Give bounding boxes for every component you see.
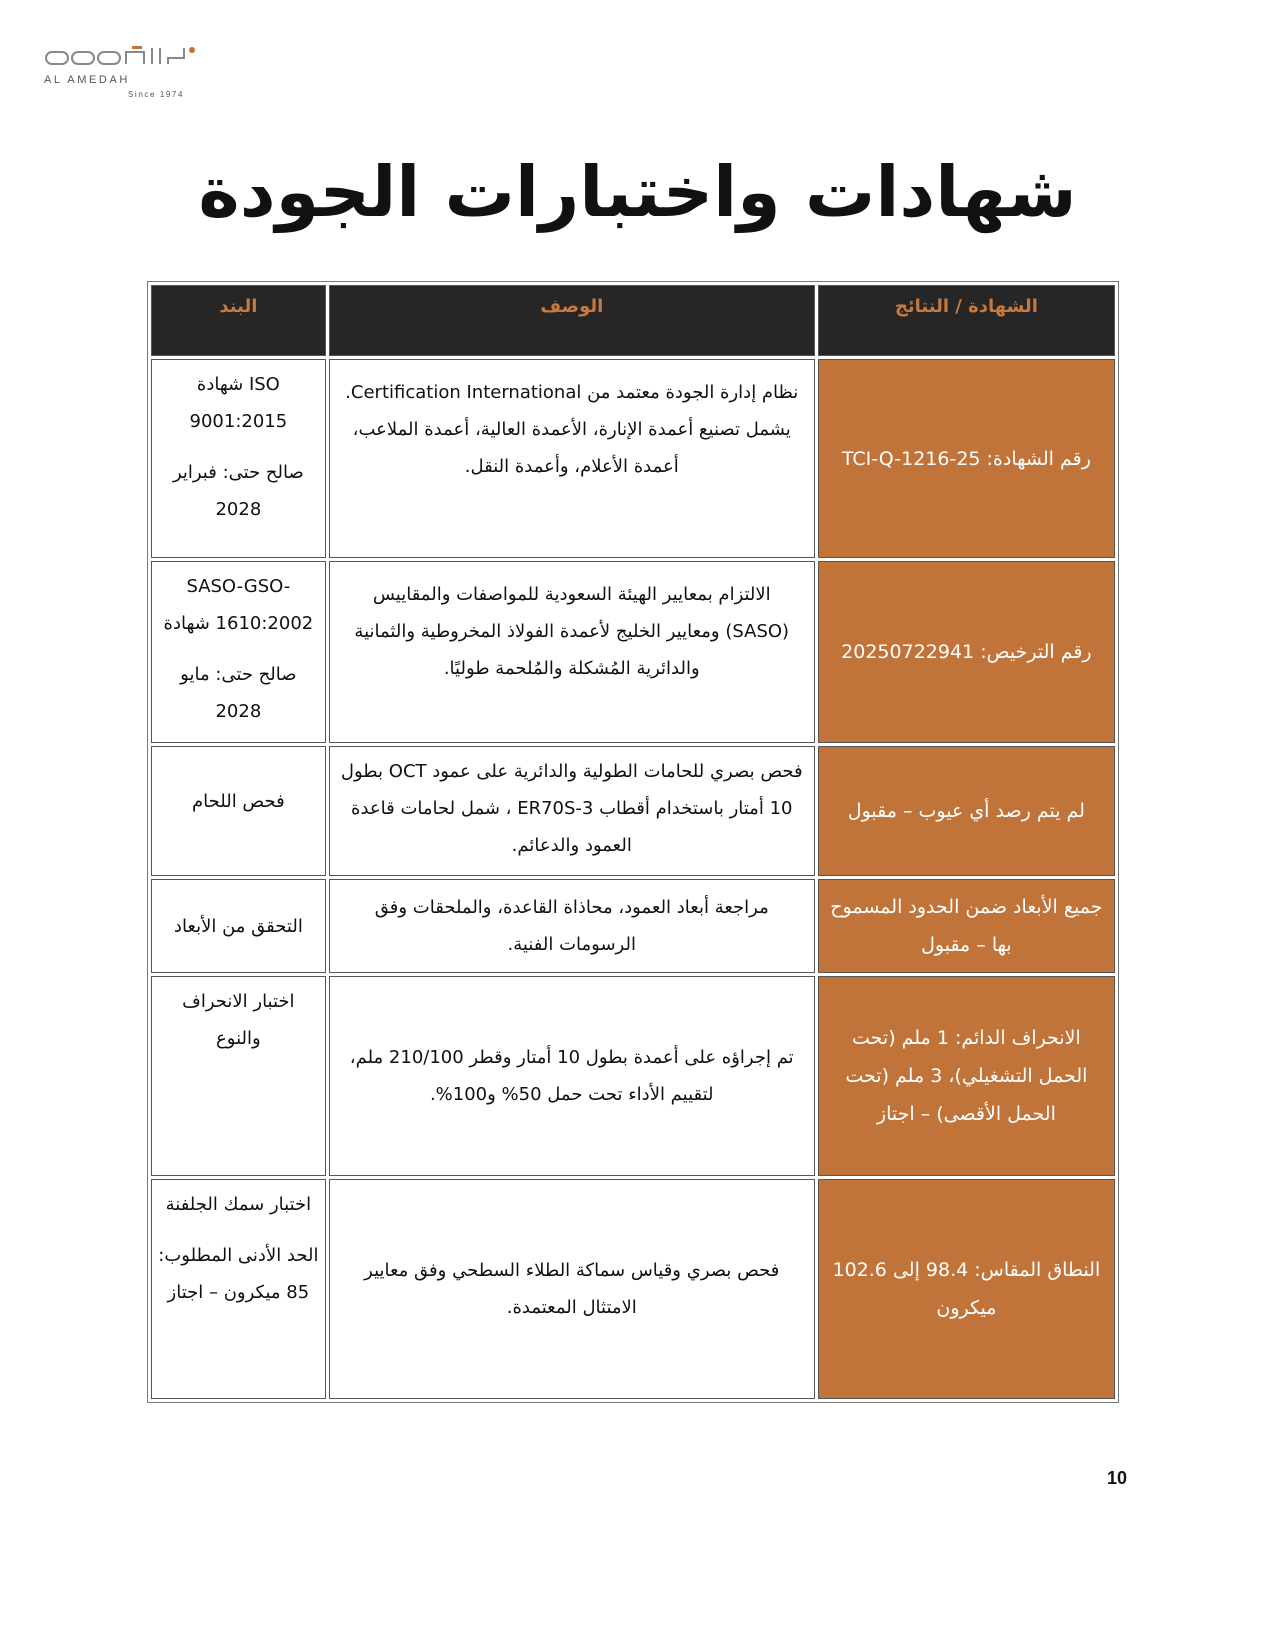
table-row [151,1179,1115,1399]
result-cell [818,879,1115,973]
item-cell [151,359,326,558]
item-validity: صالح حتى: فبراير 2028 [172,462,304,520]
description-cell: نظام إدارة الجودة معتمد من Certification International. يشمل تصنيع أعمدة الإنارة، الأعمدة العالية، أعمدة الملاعب، أعمدة الأعلام، وأعمدة النقل. [329,359,815,558]
item-cell [151,1179,326,1399]
result-text: جميع الأبعاد ضمن الحدود المسموح بها – مقبول [830,896,1103,956]
result-text: لم يتم رصد أي عيوب – مقبول [847,800,1085,822]
item-title: اختبار الانحراف والنوع [182,991,295,1049]
item-title: SASO-GSO-1610:2002 شهادة [163,576,314,634]
result-text: رقم الترخيص: 20250722941 [841,641,1092,663]
table-row [151,976,1115,1176]
description-cell: فحص بصري وقياس سماكة الطلاء السطحي وفق معايير الامتثال المعتمدة. [329,1179,815,1399]
item-title: ISO شهادة 9001:2015 [189,374,288,432]
item-requirement: الحد الأدنى المطلوب: 85 ميكرون – اجتاز [158,1245,319,1303]
item-cell [151,746,326,876]
item-title: التحقق من الأبعاد [173,915,303,937]
table-row [151,561,1115,743]
item-cell [151,879,326,973]
result-cell [818,976,1115,1176]
header-description: الوصف [329,285,815,356]
logo-brand-text: AL AMEDAH [44,74,130,86]
page-title: شهادات واختبارات الجودة [198,151,1077,233]
header-result: الشهادة / النتائج [818,285,1115,356]
table-row [151,746,1115,876]
result-cell [818,561,1115,743]
item-cell [151,561,326,743]
item-title: فحص اللحام [192,791,285,812]
result-text: رقم الشهادة: TCI-Q-1216-25 [841,447,1091,470]
result-cell [818,359,1115,558]
table-header-row [151,285,1115,356]
logo-mark-icon [44,44,204,72]
item-validity: صالح حتى: مايو 2028 [180,664,297,722]
table-row [151,879,1115,973]
header-item: البند [151,285,326,356]
quality-table [147,281,1119,1403]
description-cell: الالتزام بمعايير الهيئة السعودية للمواصفات والمقاييس (SASO) ومعايير الخليج لأعمدة الفولاذ المخروطية والثمانية والدائرية المُشكلة والمُلحمة طوليًا. [329,561,815,743]
result-cell [818,1179,1115,1399]
item-cell [151,976,326,1176]
item-title: اختبار سمك الجلفنة [165,1194,312,1215]
page-number: 10 [1106,1468,1127,1488]
company-logo [44,44,204,100]
logo-since-text: Since 1974 [128,90,185,99]
table-row [151,359,1115,558]
result-text: الانحراف الدائم: 1 ملم (تحت الحمل التشغيلي)، 3 ملم (تحت الحمل الأقصى) – اجتاز [845,1027,1088,1125]
description-cell: تم إجراؤه على أعمدة بطول 10 أمتار وقطر 210/100 ملم، لتقييم الأداء تحت حمل 50% و100%. [329,976,815,1176]
description-cell: مراجعة أبعاد العمود، محاذاة القاعدة، والملحقات وفق الرسومات الفنية. [329,879,815,973]
result-cell [818,746,1115,876]
result-text: النطاق المقاس: 98.4 إلى 102.6 ميكرون [832,1259,1101,1319]
description-cell: فحص بصري للحامات الطولية والدائرية على عمود OCT بطول 10 أمتار باستخدام أقطاب ER70S-3 ، شمل لحامات قاعدة العمود والدعائم. [329,746,815,876]
